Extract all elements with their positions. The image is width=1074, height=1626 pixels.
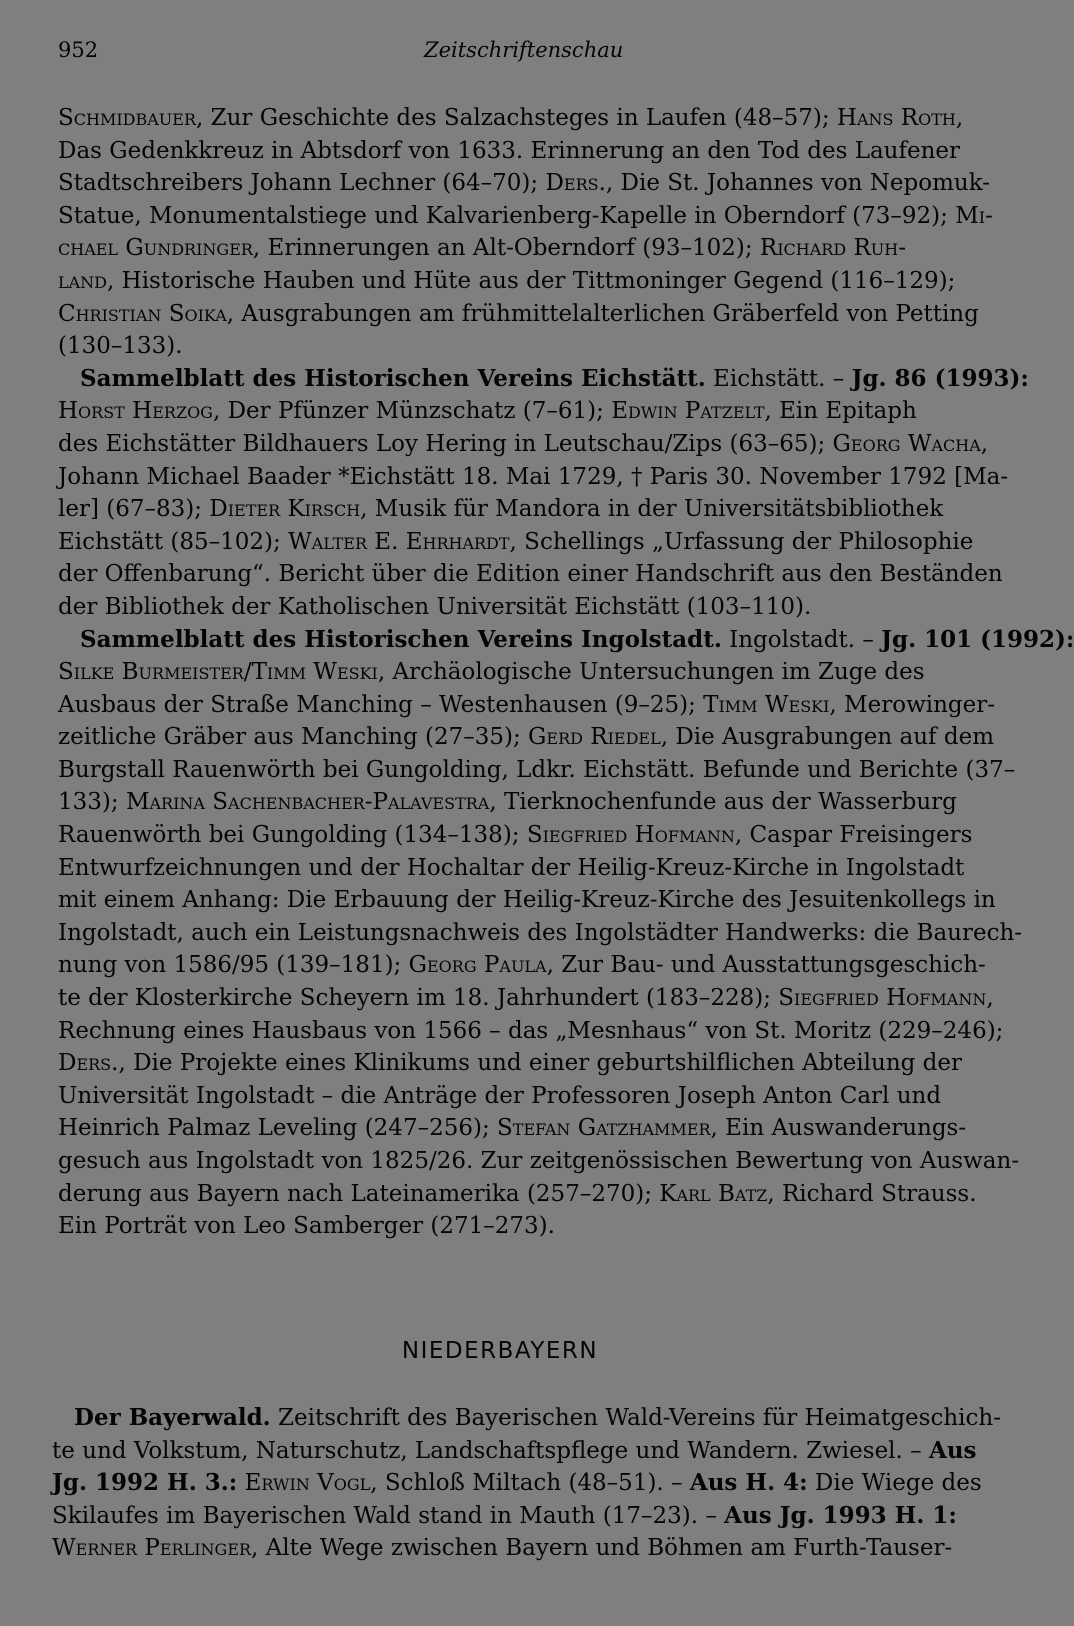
author-name: Erwin Vogl, bbox=[244, 1470, 378, 1497]
text-span: Die Wiege des bbox=[807, 1470, 982, 1497]
text-line bbox=[58, 656, 963, 689]
volume-label: Jg. 101 (1992): bbox=[881, 625, 1074, 653]
text-span: Schloß Miltach (48–51). – bbox=[377, 1470, 690, 1497]
text-span: 133); bbox=[58, 789, 126, 816]
author-name: Werner Perlinger, bbox=[52, 1535, 259, 1562]
author-name: land, bbox=[58, 267, 115, 294]
text-span: Ein Epitaph bbox=[771, 398, 917, 425]
author-name: Edwin Patzelt, bbox=[611, 398, 772, 425]
author-name: Marina Sachenbacher-Palavestra, bbox=[125, 789, 497, 816]
text-line bbox=[58, 395, 963, 428]
text-line bbox=[58, 493, 963, 526]
author-name: Timm Weski, bbox=[703, 691, 837, 718]
text-line bbox=[58, 200, 993, 233]
text-line: der Bibliothek der Katholischen Universität Eichstätt (103–110). bbox=[58, 593, 812, 620]
text-line: gesuch aus Ingolstadt von 1825/26. Zur zeitgenössischen Bewertung von Auswan- bbox=[58, 1148, 1020, 1174]
text-span: Der Pfünzer Münzschatz (7–61); bbox=[220, 398, 612, 425]
text-span: Rauenwörth bei Gungolding (134–138); bbox=[58, 822, 527, 849]
text-line bbox=[58, 167, 991, 200]
author-name: Dieter Kirsch, bbox=[209, 496, 368, 523]
journal-title: Sammelblatt des Historischen Vereins Eichstätt. bbox=[80, 364, 706, 392]
journal-title: Sammelblatt des Historischen Vereins Ingolstadt. bbox=[80, 625, 722, 653]
text-span bbox=[237, 1470, 244, 1496]
author-name: Karl Batz, bbox=[659, 1180, 775, 1207]
text-span: Zur Geschichte des Salzachsteges in Laufen (48–57); bbox=[203, 105, 837, 131]
text-span: Die Ausgrabungen auf dem bbox=[668, 724, 995, 751]
text-span: Zeitschrift des Bayerischen Wald-Vereins für Heimatgeschich- bbox=[270, 1405, 1001, 1431]
text-line bbox=[58, 526, 974, 559]
journal-title: Der Bayerwald. bbox=[74, 1404, 271, 1431]
text-line: mit einem Anhang: Die Erbauung der Heilig-Kreuz-Kirche des Jesuitenkollegs in bbox=[58, 887, 996, 914]
author-name: Ders. bbox=[58, 1050, 119, 1077]
text-line: Das Gedenkkreuz in Abtsdorf von 1633. Erinnerung an den Tod des Laufener bbox=[58, 137, 961, 164]
text-line: Ein Porträt von Leo Samberger (271–273). bbox=[58, 1213, 555, 1240]
author-name: Christian Soika, bbox=[58, 300, 235, 327]
text-line bbox=[58, 298, 979, 331]
text-line bbox=[58, 689, 996, 722]
text-line: Universität Ingolstadt – die Anträge der Professoren Joseph Anton Carl und bbox=[58, 1082, 942, 1109]
text-span: Ausbaus der Straße Manching – Westenhausen (9–25); bbox=[58, 691, 704, 718]
text-line bbox=[52, 1402, 1001, 1435]
text-line: Johann Michael Baader *Eichstätt 18. Mai 1729, † Paris 30. November 1792 [Ma- bbox=[58, 463, 1009, 490]
text-span: , Die St. Johannes von Nepomuk- bbox=[605, 170, 991, 197]
text-line bbox=[58, 982, 994, 1015]
text-line bbox=[58, 102, 963, 135]
body-text bbox=[58, 102, 1074, 1243]
author-name: Siegfried Hofmann, bbox=[526, 822, 743, 849]
text-span: Skilaufes im Bayerischen Wald stand in Mauth (17–23). – bbox=[52, 1502, 725, 1529]
author-name: Siegfried Hofmann, bbox=[778, 985, 994, 1012]
text-span: , Die Projekte eines Klinikums und einer geburtshilflichen Abteilung der bbox=[118, 1050, 963, 1077]
text-span: Musik für Mandora in der Universitätsbibliothek bbox=[367, 496, 944, 523]
author-name: Georg Paula, bbox=[408, 952, 554, 979]
author-name: Mi- bbox=[955, 202, 993, 229]
text-line bbox=[58, 363, 1029, 396]
text-span: ler] (67–83); bbox=[58, 496, 210, 523]
text-line bbox=[58, 1047, 963, 1080]
text-line bbox=[58, 949, 986, 982]
author-name: Walter E. Ehrhardt, bbox=[288, 528, 517, 555]
text-span: Richard Strauss. bbox=[774, 1180, 977, 1207]
text-span: zeitliche Gräber aus Manching (27–35); bbox=[58, 724, 529, 751]
text-span: te der Klosterkirche Scheyern im 18. Jahrhundert (183–228); bbox=[58, 985, 779, 1012]
text-span: Merowinger- bbox=[836, 691, 996, 718]
text-span: Ingolstadt. – bbox=[721, 626, 882, 653]
text-line bbox=[58, 786, 963, 819]
text-span: Statue, Monumentalstiege und Kalvarienberg-Kapelle in Oberndorf (73–92); bbox=[58, 202, 956, 229]
running-head bbox=[58, 38, 960, 78]
author-name: Silke Burmeister/Timm Weski, bbox=[58, 659, 386, 686]
volume-label: Jg. 86 (1993): bbox=[851, 364, 1029, 392]
text-line bbox=[58, 232, 963, 265]
text-line bbox=[58, 1178, 977, 1211]
text-line bbox=[52, 1467, 982, 1500]
text-span: Alte Wege zwischen Bayern und Böhmen am Furth-Tauser- bbox=[258, 1535, 953, 1562]
author-name: Schmidbauer, bbox=[58, 105, 204, 131]
text-span: Historische Hauben und Hüte aus der Tittmoninger Gegend (116–129); bbox=[114, 267, 956, 294]
text-span: Erinnerungen an Alt-Oberndorf (93–102); bbox=[260, 235, 760, 262]
text-span: te und Volkstum, Naturschutz, Landschaftspflege und Wandern. Zwiesel. – bbox=[52, 1437, 929, 1464]
text-line bbox=[58, 428, 989, 461]
text-span: Tierknochenfunde aus der Wasserburg bbox=[496, 789, 957, 816]
text-span: derung aus Bayern nach Lateinamerika (257–270); bbox=[58, 1180, 660, 1207]
text-span: des Eichstätter Bildhauers Loy Hering in Leutschau/Zips (63–65); bbox=[58, 430, 833, 457]
author-name: Hans Roth, bbox=[836, 105, 964, 131]
text-line bbox=[58, 721, 995, 754]
volume-label: Jg. 1992 H. 3.: bbox=[52, 1469, 238, 1497]
text-line: (130–133). bbox=[58, 333, 183, 360]
text-line bbox=[58, 1112, 967, 1145]
text-line: Ingolstadt, auch ein Leistungsnachweis des Ingolstädter Handwerks: die Baurech- bbox=[58, 919, 1023, 946]
text-line bbox=[52, 1532, 964, 1565]
text-line bbox=[58, 819, 973, 852]
author-name: chael Gundringer, bbox=[58, 235, 261, 262]
text-line: Entwurfzeichnungen und der Hochaltar der Heilig-Kreuz-Kirche in Ingolstadt bbox=[58, 854, 965, 881]
author-name: Richard Ruh- bbox=[759, 235, 907, 262]
section-heading: NIEDERBAYERN bbox=[401, 1338, 599, 1364]
text-line: der Offenbarung“. Bericht über die Edition einer Handschrift aus den Beständen bbox=[58, 561, 1003, 588]
text-span: Heinrich Palmaz Leveling (247–256); bbox=[58, 1115, 498, 1142]
author-name: Stefan Gatzhammer, bbox=[497, 1115, 718, 1142]
text-line bbox=[58, 265, 963, 298]
text-span: Ausgrabungen am frühmittelalterlichen Gräberfeld von Petting bbox=[234, 300, 979, 327]
text-line: Rechnung eines Hausbaus von 1566 – das „Mesnhaus“ von St. Moritz (229–246); bbox=[58, 1017, 1004, 1044]
text-span: Ein Auswanderungs- bbox=[717, 1115, 967, 1142]
running-title: Zeitschriftenschau bbox=[424, 38, 624, 62]
author-name: Ders. bbox=[545, 170, 606, 197]
text-line: Burgstall Rauenwörth bei Gungolding, Ldkr. Eichstätt. Befunde und Berichte (37– bbox=[58, 756, 1016, 783]
volume-label: Aus Jg. 1993 H. 1: bbox=[724, 1501, 957, 1529]
page-number: 952 bbox=[58, 38, 99, 62]
text-span: Stadtschreibers Johann Lechner (64–70); bbox=[58, 170, 546, 197]
text-line bbox=[52, 1500, 964, 1533]
volume-label: Aus H. 4: bbox=[689, 1469, 808, 1497]
text-span: Eichstätt. – bbox=[705, 365, 852, 392]
text-span: Caspar Freisingers bbox=[742, 822, 973, 849]
text-line bbox=[58, 624, 1074, 657]
text-span: nung von 1586/95 (139–181); bbox=[58, 952, 409, 979]
author-name: Georg Wacha, bbox=[832, 430, 989, 457]
text-line bbox=[52, 1435, 977, 1468]
text-span: Eichstätt (85–102); bbox=[58, 528, 289, 555]
author-name: Horst Herzog, bbox=[58, 398, 221, 425]
author-name: Gerd Riedel, bbox=[528, 724, 669, 751]
text-span: Schellings „Urfassung der Philosophie bbox=[516, 528, 974, 555]
text-span: Zur Bau- und Ausstattungsgeschich- bbox=[553, 952, 986, 979]
body-text bbox=[52, 1402, 1001, 1565]
text-span: Archäologische Untersuchungen im Zuge des bbox=[385, 659, 925, 686]
volume-label: Aus bbox=[928, 1436, 977, 1464]
